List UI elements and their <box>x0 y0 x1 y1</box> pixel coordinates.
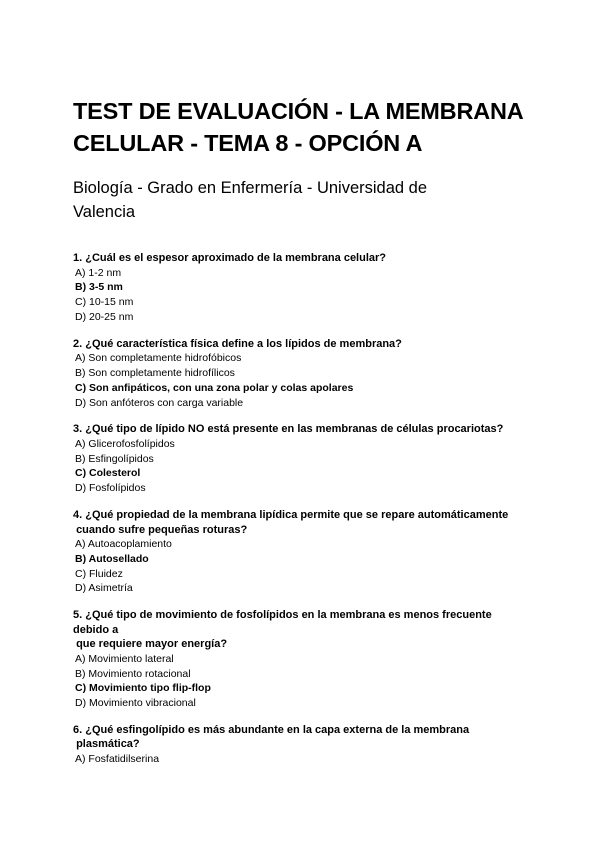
title-line-1: TEST DE EVALUACIÓN - LA MEMBRANA <box>73 98 524 124</box>
question-line: 4. ¿Qué propiedad de la membrana lipídica permite que se repare automáticamente <box>73 509 509 522</box>
subtitle-line-1: Biología - Grado en Enfermería - Universidad de <box>73 179 428 197</box>
question-block <box>73 608 543 711</box>
answer-option: B) Son completamente hidrofílicos <box>75 366 235 379</box>
question-text <box>73 508 543 537</box>
answer-option: D) Asimetría <box>75 582 133 595</box>
question-text <box>73 608 543 652</box>
answer-option: A) Glicerofosfolípidos <box>75 437 175 450</box>
answer-option-correct: C) Colesterol <box>75 467 141 480</box>
answer-option: D) Movimiento vibracional <box>75 697 196 710</box>
question-line: debido a <box>73 623 119 636</box>
answer-option-correct: C) Son anfipáticos, con una zona polar y colas apolares <box>75 381 354 394</box>
answer-option: A) Autoacoplamiento <box>75 538 172 551</box>
answer-option: C) 10-15 nm <box>75 296 134 309</box>
document-subtitle <box>73 176 543 224</box>
question-line: que requiere mayor energía? <box>73 638 228 651</box>
question-line: 6. ¿Qué esfingolípido es más abundante en la capa externa de la membrana <box>73 723 470 736</box>
question-text <box>73 422 543 437</box>
question-line: 5. ¿Qué tipo de movimiento de fosfolípidos en la membrana es menos frecuente <box>73 609 492 622</box>
question-block <box>73 723 543 767</box>
answer-option-correct: B) Autosellado <box>75 552 149 565</box>
question-text <box>73 337 543 352</box>
document-title <box>73 95 553 159</box>
question-line: 3. ¿Qué tipo de lípido NO está presente en las membranas de células procariotas? <box>73 423 504 436</box>
answer-option: A) Movimiento lateral <box>75 652 174 665</box>
answer-options <box>73 351 543 410</box>
answer-option: B) Movimiento rotacional <box>75 667 191 680</box>
question-line: 1. ¿Cuál es el espesor aproximado de la membrana celular? <box>73 252 387 264</box>
answer-options <box>73 652 543 711</box>
answer-options <box>73 266 543 325</box>
answer-option: C) Fluidez <box>75 567 123 580</box>
answer-option: A) Son completamente hidrofóbicos <box>75 352 242 365</box>
answer-option-correct: C) Movimiento tipo flip-flop <box>75 682 211 695</box>
answer-option: D) 20-25 nm <box>75 310 134 323</box>
answer-option: B) Esfingolípidos <box>75 452 154 465</box>
answer-options <box>73 437 543 496</box>
title-line-2: CELULAR - TEMA 8 - OPCIÓN A <box>73 130 423 156</box>
question-block <box>73 422 543 496</box>
answer-options <box>73 537 543 596</box>
question-block <box>73 251 543 325</box>
question-line: 2. ¿Qué característica física define a los lípidos de membrana? <box>73 337 402 350</box>
answer-options <box>73 752 543 767</box>
question-block <box>73 508 543 596</box>
answer-option: D) Fosfolípidos <box>75 482 146 495</box>
question-list <box>73 251 543 779</box>
answer-option: A) 1-2 nm <box>75 266 122 279</box>
question-line: cuando sufre pequeñas roturas? <box>73 523 248 536</box>
question-text <box>73 723 543 752</box>
answer-option: D) Son anfóteros con carga variable <box>75 396 244 409</box>
answer-option: A) Fosfatidilserina <box>75 752 160 765</box>
question-block <box>73 337 543 411</box>
answer-option-correct: B) 3-5 nm <box>75 281 123 294</box>
question-text <box>73 251 543 266</box>
subtitle-line-2: Valencia <box>73 203 136 221</box>
question-line: plasmática? <box>73 738 140 751</box>
